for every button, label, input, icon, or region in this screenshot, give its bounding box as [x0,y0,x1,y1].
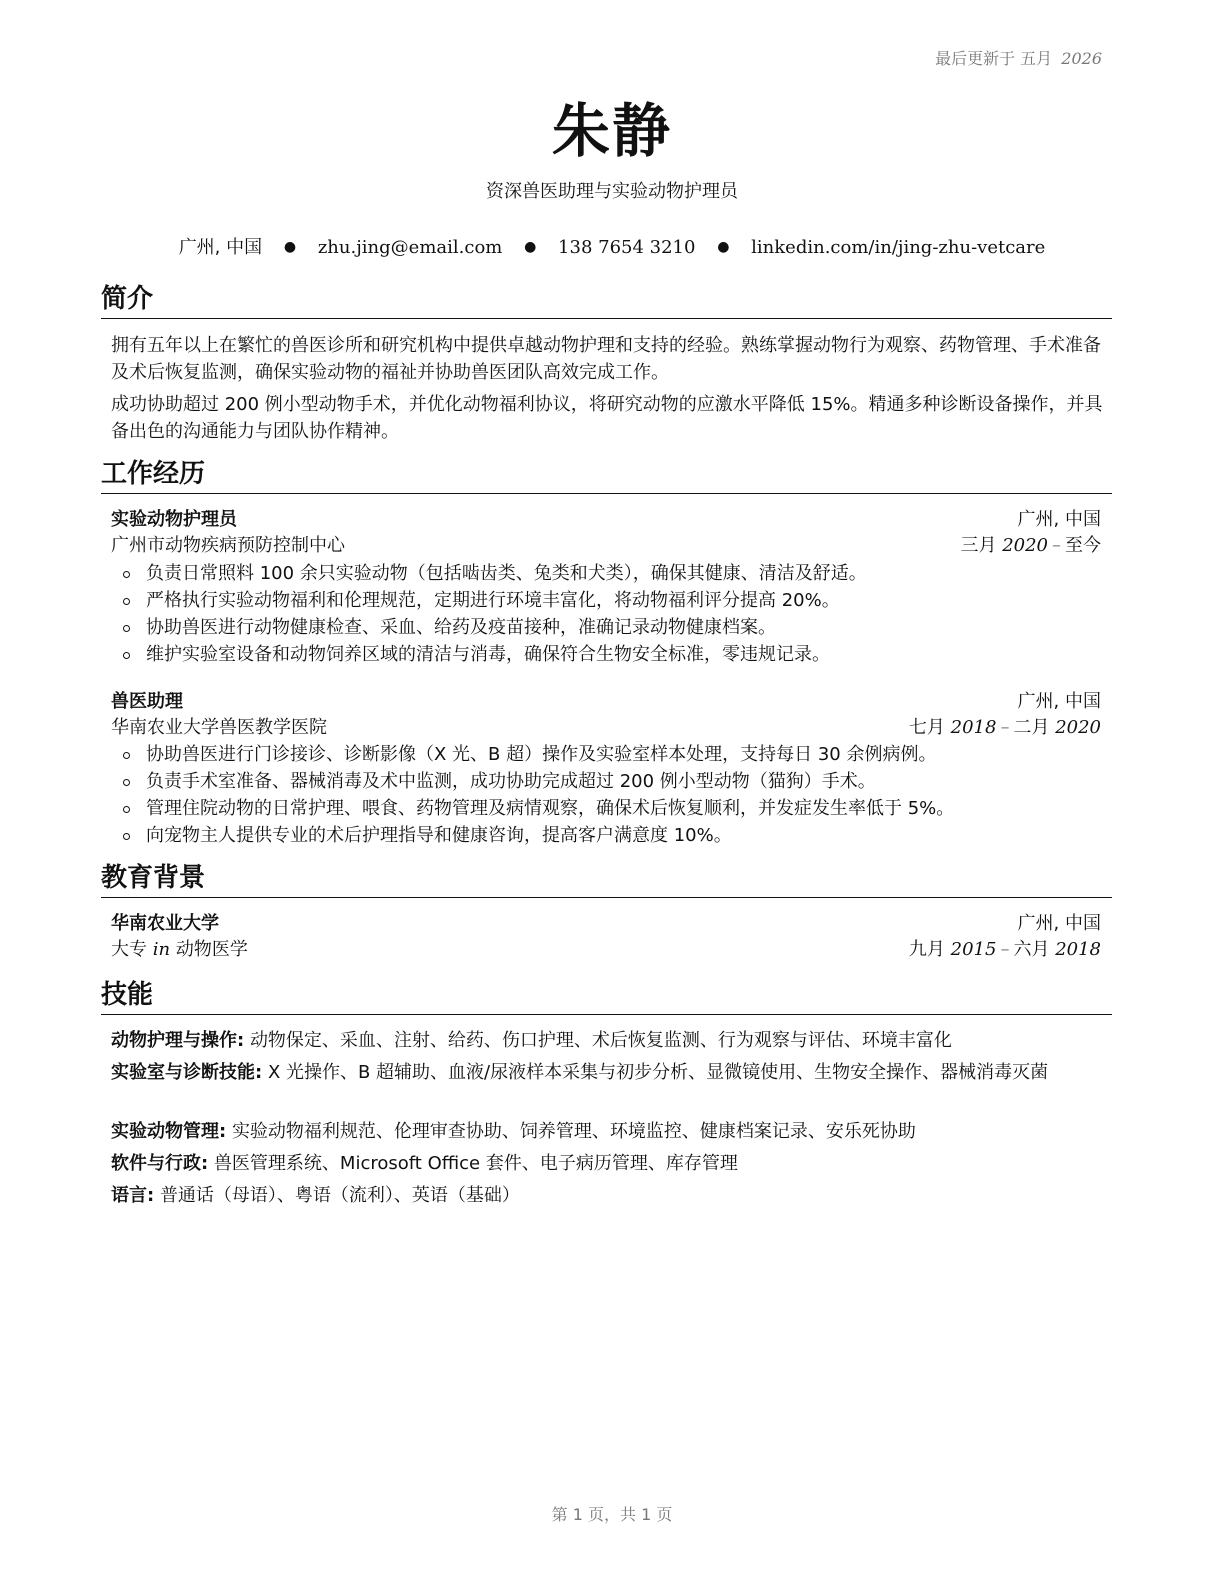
education-detail-row [111,937,1101,963]
section-title-education: 教育背景 [101,861,1112,898]
skill-value: 普通话（母语）、粤语（流利）、英语（基础） [159,1185,520,1206]
education-school: 华南农业大学 [111,913,219,934]
skill-label: 语言: [111,1185,155,1206]
job-header-row [111,689,1101,715]
list-item: 向宠物主人提供专业的术后护理指导和健康咨询，提高客户满意度 10%。 [111,822,1106,849]
skill-label: 动物护理与操作: [111,1030,245,1051]
last-updated [935,46,1102,69]
list-item: 严格执行实验动物福利和伦理规范，定期进行环境丰富化，将动物福利评分提高 20%。 [111,587,1106,614]
last-updated-year: 2026 [1061,49,1102,68]
skill-label: 实验动物管理: [111,1121,227,1142]
job-org-row [111,533,1101,559]
job-location: 广州, 中国 [1017,509,1101,530]
candidate-headline: 资深兽医助理与实验动物护理员 [486,181,738,202]
summary-paragraph: 拥有五年以上在繁忙的兽医诊所和研究机构中提供卓越动物护理和支持的经验。熟练掌握动物行为观察、药物管理、手术准备及术后恢复监测，确保实验动物的福祉并协助兽医团队高效完成工作。 [111,335,1101,383]
section-title-skills: 技能 [101,978,1112,1015]
skill-line [111,1151,1106,1177]
education-start-month: 九月 [908,939,945,960]
education-header-row [111,911,1101,937]
list-item: 协助兽医进行动物健康检查、采血、给药及疫苗接种，准确记录动物健康档案。 [111,614,1106,641]
job-bullets [111,560,1106,668]
candidate-name: 朱静 [551,97,672,165]
education-field: 动物医学 [175,939,248,960]
list-item: 协助兽医进行门诊接诊、诊断影像（X 光、B 超）操作及实验室样本处理，支持每日 30 余例病例。 [111,741,1106,768]
summary-paragraph: 成功协助超过 200 例小型动物手术，并优化动物福利协议，将研究动物的应激水平降低 15%。精通多种诊断设备操作，并具备出色的沟通能力与团队协作精神。 [111,394,1103,442]
page-footer: 第 1 页，共 1 页 [551,1505,673,1524]
contact-location: 广州, 中国 [178,237,263,258]
skill-line [111,1060,1106,1086]
contact-phone: 138 7654 3210 [558,237,696,258]
job-header-row [111,507,1101,533]
job-end-month: 二月 [1013,717,1050,738]
education-location: 广州, 中国 [1017,913,1101,934]
section-title-summary: 简介 [101,282,1112,319]
education-degree-line [111,937,248,963]
skill-label: 实验室与诊断技能: [111,1062,263,1083]
last-updated-month: 五月 [1020,49,1053,68]
last-updated-label: 最后更新于 [935,49,1016,68]
education-end-month: 六月 [1013,939,1050,960]
skill-line [111,1028,1106,1054]
job-start-month: 三月 [960,535,997,556]
list-item: 维护实验室设备和动物饲养区域的清洁与消毒，确保符合生物安全标准，零违规记录。 [111,641,1106,668]
job-location: 广州, 中国 [1017,691,1101,712]
list-item: 管理住院动物的日常护理、喂食、药物管理及病情观察，确保术后恢复顺利，并发症发生率低于 5%。 [111,795,1106,822]
skill-label: 软件与行政: [111,1153,209,1174]
education-dates: 九月 2015 – 六月 2018 [908,939,1101,960]
section-title-experience: 工作经历 [101,457,1112,494]
contact-linkedin[interactable]: linkedin.com/in/jing-zhu-vetcare [751,237,1046,258]
job-start-month: 七月 [908,717,945,738]
job-role: 实验动物护理员 [111,509,237,530]
separator-dot: ● [717,239,730,255]
job-dates: 三月 2020 – 至今 [960,535,1101,556]
separator-dot: ● [283,239,297,255]
education-degree: 大专 [111,939,147,960]
skill-value: 实验动物福利规范、伦理审查协助、饲养管理、环境监控、健康档案记录、安乐死协助 [231,1121,916,1142]
job-start-year: 2018 [950,717,997,738]
job-organization: 广州市动物疾病预防控制中心 [111,535,345,556]
skill-value: 兽医管理系统、Microsoft Office 套件、电子病历管理、库存管理 [213,1153,738,1174]
skill-value: 动物保定、采血、注射、给药、伤口护理、术后恢复监测、行为观察与评估、环境丰富化 [249,1030,952,1051]
job-start-year: 2020 [1002,535,1048,556]
job-org-row [111,715,1101,741]
education-start-year: 2015 [950,939,997,960]
job-end: 至今 [1065,535,1101,556]
contact-bar [0,233,1224,259]
job-dates: 七月 2018 – 二月 2020 [908,717,1101,738]
job-organization: 华南农业大学兽医教学医院 [111,717,327,738]
separator-dot: ● [524,239,537,255]
contact-email[interactable]: zhu.jing@email.com [317,237,503,258]
list-item: 负责日常照料 100 余只实验动物（包括啮齿类、兔类和犬类），确保其健康、清洁及舒适。 [111,560,1106,587]
job-end-year: 2020 [1055,717,1101,738]
list-item: 负责手术室准备、器械消毒及术中监测，成功协助完成超过 200 例小型动物（猫狗）手术。 [111,768,1106,795]
education-end-year: 2018 [1055,939,1101,960]
job-role: 兽医助理 [111,691,183,712]
skill-line [111,1119,1106,1145]
education-in: in [152,939,171,960]
job-bullets [111,741,1106,849]
skill-value: X 光操作、B 超辅助、血液/尿液样本采集与初步分析、显微镜使用、生物安全操作、器械消毒灭菌 [267,1062,1049,1083]
skill-line [111,1183,1106,1209]
